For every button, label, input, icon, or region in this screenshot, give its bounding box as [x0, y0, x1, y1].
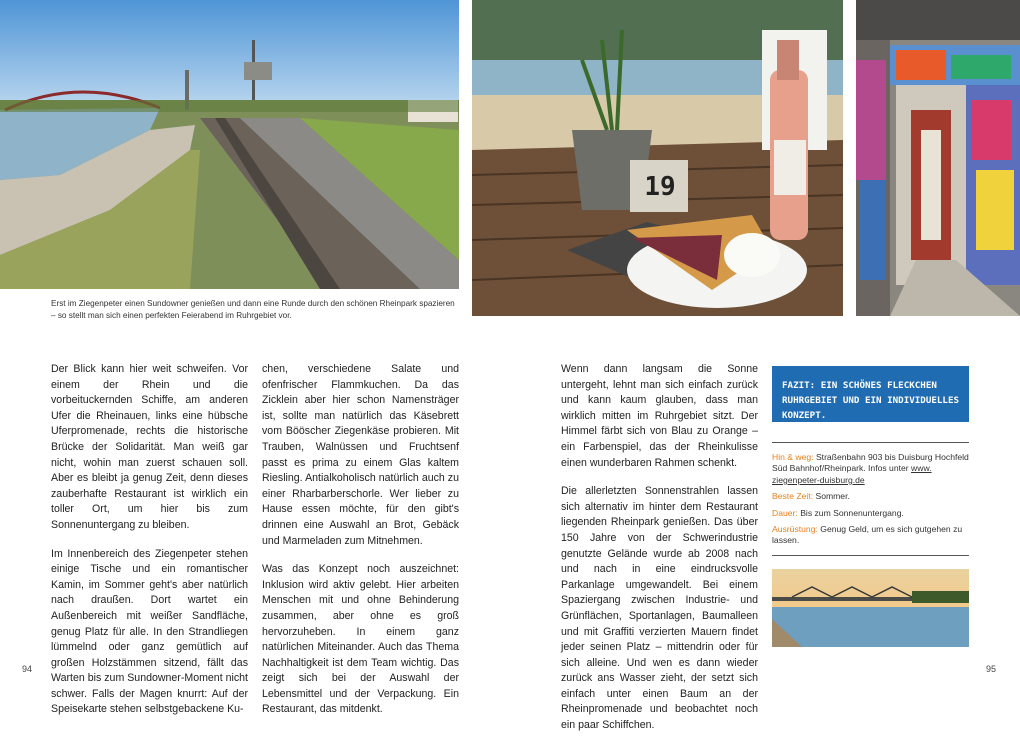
paragraph: chen, verschiedene Salate und ofenfrischer Flammkuchen. Da das Zicklein aber hier schon Namensträger ist, sollte man natürlich das Käsebrett vom Bööscher Ziegenkäse probieren. Mit Trauben, Walnüssen und Fruchtsenf passt es prima zu einem Glas kaltem Riesling. Antialkoholisch natürlich auch zu einer Rharbarberschorle. Wer lieber zu Hause essen möchte, für den gibt's drinnen eine Auswahl an Brot, Gebäck und Marmeladen zum Mitnehmen.: [262, 363, 459, 547]
info-ausruestung: [772, 524, 969, 547]
photo-cake-table: [472, 0, 843, 316]
paragraph: Was das Konzept noch auszeichnet: Inklusion wird aktiv gelebt. Hier arbeiten Menschen mit und ohne Behinderung zusammen, aber ohne es groß hervorzuheben. In einem ganz natürlichen Miteinander. Auch das Thema Nachhaltigkeit ist dem Team wichtig. Das zeigt sich bei der Auswahl der Lebensmittel und der Verpackung. Ein Restaurant, das mitdenkt.: [262, 563, 459, 716]
paragraph: Der Blick kann hier weit schweifen. Vor einem der Rhein und die vorbeituckernden Schiffe, am anderen Ufer die Rheinauen, links eine hübsche Uferpromenade, rechts die historische Brücke der Solidarität. Man weiß gar nicht, wohin man zuerst schauen soll. Aber es bleibt ja genug Zeit, denn dieses zauberhafte Restaurant ist wirklich ein toller Ort, um hier bis zum Sonnenuntergang zu bleiben.: [51, 363, 248, 531]
photo-rheinpark: [0, 0, 459, 289]
info-label: Dauer:: [772, 507, 798, 518]
text-column-3: [561, 362, 758, 747]
page-number-right: 95: [986, 664, 997, 674]
paragraph: Die allerletzten Sonnenstrahlen lassen sich alternativ im hinter dem Restaurant liegenden Rheinpark genießen. Das über 150 Jahre von der Schwerindustrie genutzte Gelände wurde ab 2008 nach und nach in eine eindrucksvolle Parkanlage umgewandelt. Bei einem Spaziergang zwischen Industrie- und Grünflächen, Sportanlagen, Baumalleen und mit Graffiti verzierten Mauern findet jeder seinen Platz – mittendrin oder für sich alleine. Und wen es dann wieder zurück ans Wasser zieht, der setzt sich einfach unter einen Baum an der Rheinpromenade und beobachtet noch ein paar Schiffchen.: [561, 485, 758, 732]
divider: [772, 442, 969, 443]
info-box: [772, 452, 969, 552]
photo-caption: Erst im Ziegenpeter einen Sundowner genießen und dann eine Runde durch den schönen Rheinpark spazieren – so stellt man sich einen perfekten Feierabend im Ruhrgebiet vor.: [51, 299, 455, 320]
website-link[interactable]: ziegenpeter-duisburg.de: [772, 474, 865, 485]
info-zeit: [772, 491, 969, 502]
paragraph: Wenn dann langsam die Sonne untergeht, lehnt man sich einfach zurück und kann kaum glauben, dass man wirklich mitten im Ruhrgebiet sitzt. Der Himmel färbt sich von Blau zu Orange – ein Farbenspiel, das der Rheinkulisse einen wunderbaren Rahmen schenkt.: [561, 363, 758, 469]
info-text: Genug Geld, um es sich gutgehen zu lassen.: [772, 524, 963, 546]
info-text: Bis zum Sonnenuntergang.: [800, 507, 904, 518]
photo-bridge-sunset: [772, 569, 969, 647]
website-link[interactable]: www.: [911, 463, 932, 474]
paragraph: Im Innenbereich des Ziegenpeter stehen einige Tische und ein romantischer Kamin, im Sommer geht's aber natürlich nach draußen. Dort wartet ein Außenbereich mit weißer Sandfläche, genug Platz für alle. In den Strandliegen lümmelnd oder ganz gemütlich auf großen Holzstämmen sitzend, fällt das Warten bis zum Sundowner-Moment nicht schwer. Falls der Magen knurrt: Auf der Speisekarte stehen selbstgebackene Ku-: [51, 547, 248, 716]
info-text: Sommer.: [815, 491, 850, 502]
text-column-2: [262, 362, 459, 731]
info-dauer: [772, 508, 969, 519]
table-number: 19: [644, 172, 676, 202]
info-hinweg: [772, 452, 969, 486]
info-label: Beste Zeit:: [772, 491, 814, 502]
page-number-left: 94: [22, 664, 33, 674]
photo-graffiti-corridor: [856, 0, 1020, 316]
text-column-1: [51, 362, 248, 731]
info-label: Hin & weg:: [772, 452, 814, 462]
info-text: Straßenbahn 903 bis Duisburg Hochfeld Süd Bahnhof/Rheinpark. Infos unter: [772, 452, 969, 474]
fazit-box: FAZIT: EIN SCHÖNES FLECKCHEN RUHRGEBIET UND EIN INDIVIDUELLES KONZEPT.: [772, 366, 969, 422]
info-label: Ausrüstung:: [772, 524, 818, 535]
divider: [772, 555, 969, 556]
